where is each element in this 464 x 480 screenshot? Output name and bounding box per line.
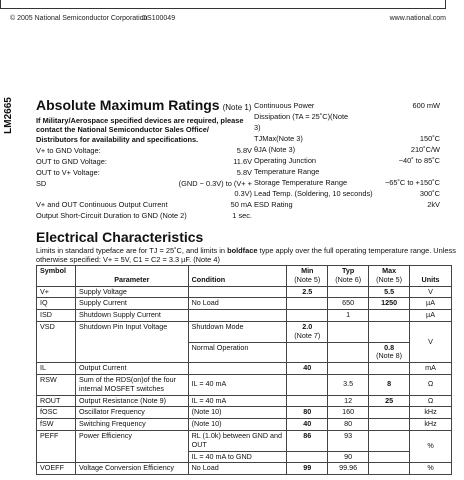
table-row: [37, 395, 452, 407]
amr-label: V+ to GND Voltage:: [36, 146, 101, 155]
cell-symbol: VOEFF: [37, 463, 76, 475]
cell-units: kHz: [410, 419, 452, 431]
amr-item: [36, 200, 252, 210]
cell-typ: [328, 286, 369, 298]
cell-min: [287, 298, 328, 310]
amr-value: 1 sec.: [232, 211, 252, 220]
amr-item: [254, 167, 440, 177]
electrical-characteristics-table: [36, 265, 452, 475]
cell-max: [369, 407, 410, 419]
cell-min: 2.5: [287, 286, 328, 298]
amr-right-list: [254, 101, 440, 213]
table-row: [37, 374, 452, 395]
amr-value: 2kV: [427, 200, 440, 209]
cell-min: 40: [287, 363, 328, 375]
amr-value: 11.6V: [233, 157, 252, 166]
cell-parameter: Output Resistance (Note 9): [75, 395, 188, 407]
cell-condition: Shutdown Mode: [188, 321, 287, 342]
amr-label: Lead Temp. (Soldering, 10 seconds): [254, 189, 373, 198]
amr-value: −65˚C to +150˚C: [384, 178, 440, 187]
cell-symbol: ROUT: [37, 395, 76, 407]
amr-item: [36, 179, 252, 189]
cell-symbol: fOSC: [37, 407, 76, 419]
cell-max: [369, 363, 410, 375]
cell-min: 40: [287, 419, 328, 431]
amr-title-note: (Note 1): [222, 103, 252, 112]
amr-item: [36, 168, 252, 178]
cell-condition: No Load: [188, 298, 287, 310]
amr-label: Dissipation (TA = 25˚C)(Note: [254, 112, 349, 121]
amr-item: [36, 211, 252, 221]
amr-label: Storage Temperature Range: [254, 178, 348, 187]
header-symbol: Symbol: [37, 266, 76, 287]
cell-typ: [328, 342, 369, 363]
copyright-text: © 2005 National Semiconductor Corporation: [10, 15, 148, 22]
cell-max: 8: [369, 374, 410, 395]
amr-item: [254, 156, 440, 166]
cell-typ: 3.5: [328, 374, 369, 395]
cell-min: [287, 310, 328, 322]
cell-condition: RL (1.0k) between GND and OUT: [188, 430, 287, 451]
cell-min: 2.0 (Note 7): [287, 321, 328, 342]
cell-typ: 90: [328, 451, 369, 463]
table-row: [37, 430, 452, 451]
cell-symbol: VSD: [37, 321, 76, 362]
cell-parameter: Shutdown Supply Current: [75, 310, 188, 322]
amr-left-list: [36, 146, 252, 221]
amr-label: OUT to GND Voltage:: [36, 157, 107, 166]
amr-value: 600 mW: [412, 101, 440, 110]
amr-item: [254, 178, 440, 188]
cell-units: Ω: [410, 374, 452, 395]
cell-min: [287, 451, 328, 463]
amr-item: [36, 146, 252, 156]
cell-typ: 99.96: [328, 463, 369, 475]
cell-min: [287, 374, 328, 395]
cell-max: [369, 321, 410, 342]
cell-max: [369, 310, 410, 322]
cell-min: 80: [287, 407, 328, 419]
amr-label: θJA (Note 3): [254, 145, 296, 154]
cell-units: V: [410, 321, 452, 362]
amr-label: Continuous Power: [254, 101, 315, 110]
cell-typ: 80: [328, 419, 369, 431]
header-parameter: Parameter: [75, 266, 188, 287]
cell-condition: [188, 286, 287, 298]
table-row: [37, 419, 452, 431]
cell-parameter: Voltage Conversion Efficiency: [75, 463, 188, 475]
cell-symbol: V+: [37, 286, 76, 298]
cell-max: 0.8 (Note 8): [369, 342, 410, 363]
cell-min: [287, 342, 328, 363]
amr-label: Temperature Range: [254, 167, 320, 176]
cell-parameter: Oscillator Frequency: [75, 407, 188, 419]
table-header-row: [37, 266, 452, 287]
table-row: [37, 286, 452, 298]
cell-condition: (Note 10): [188, 407, 287, 419]
cell-parameter: Supply Voltage: [75, 286, 188, 298]
cell-parameter: Output Current: [75, 363, 188, 375]
table-row: [37, 407, 452, 419]
cell-symbol: IL: [37, 363, 76, 375]
cell-parameter: Shutdown Pin Input Voltage: [75, 321, 188, 362]
cell-condition: No Load: [188, 463, 287, 475]
ec-intro-part-2: type apply over the full operating temperature range. Unless otherwise specified: V+ = 5V, C1 = C2 = 3.3 µF. (Note 4): [36, 246, 456, 265]
amr-value: 210˚C/W: [410, 145, 440, 154]
part-number-tab: LM2665: [2, 97, 14, 134]
ec-intro: [36, 246, 456, 265]
cell-units: µA: [410, 310, 452, 322]
cell-condition: IL = 40 mA: [188, 374, 287, 395]
ec-intro-bold: boldface: [227, 246, 258, 255]
cell-units: mA: [410, 363, 452, 375]
amr-value: 5.8V: [236, 168, 252, 177]
cell-max: 5.5: [369, 286, 410, 298]
header-min: Min (Note 5): [287, 266, 328, 287]
cell-max: 25: [369, 395, 410, 407]
cell-units: kHz: [410, 407, 452, 419]
header-units: Units: [410, 266, 452, 287]
cell-units: Ω: [410, 395, 452, 407]
cell-typ: [328, 321, 369, 342]
cell-symbol: RSW: [37, 374, 76, 395]
amr-value: −40˚ to 85˚C: [398, 156, 440, 165]
cell-typ: 650: [328, 298, 369, 310]
header-max: Max (Note 5): [369, 266, 410, 287]
amr-item: [36, 157, 252, 167]
table-row: [37, 321, 452, 342]
amr-label: V+ and OUT Continuous Output Current: [36, 200, 168, 209]
amr-item: [254, 200, 440, 210]
cell-units: %: [410, 463, 452, 475]
cell-max: [369, 419, 410, 431]
amr-label: Output Short-Circuit Duration to GND (Note 2): [36, 211, 187, 220]
amr-label: 3): [254, 123, 261, 132]
website-link[interactable]: www.national.com: [389, 15, 446, 22]
cell-parameter: Supply Current: [75, 298, 188, 310]
amr-title: Absolute Maximum Ratings: [36, 97, 220, 113]
amr-value: 50 mA: [230, 200, 252, 209]
cell-symbol: ISD: [37, 310, 76, 322]
amr-value: 300˚C: [419, 189, 440, 198]
cell-units: V: [410, 286, 452, 298]
cell-max: [369, 463, 410, 475]
cell-parameter: Sum of the RDS(on)of the four internal MOSFET switches: [75, 374, 188, 395]
cell-condition: IL = 40 mA to GND: [188, 451, 287, 463]
cell-units: µA: [410, 298, 452, 310]
cell-min: 99: [287, 463, 328, 475]
amr-value: (GND − 0.3V) to (V+ +: [178, 179, 252, 188]
header-condition: Condition: [188, 266, 287, 287]
table-row: [37, 463, 452, 475]
cell-condition: [188, 310, 287, 322]
cell-typ: 1: [328, 310, 369, 322]
cell-typ: [328, 363, 369, 375]
amr-heading: [36, 97, 252, 113]
amr-item: [254, 145, 440, 155]
amr-label: Operating Junction: [254, 156, 317, 165]
amr-value: 5.8V: [236, 146, 252, 155]
cell-condition: IL = 40 mA: [188, 395, 287, 407]
amr-item: [254, 123, 440, 133]
amr-item: [254, 101, 440, 111]
cell-condition: [188, 363, 287, 375]
amr-label: TJMax(Note 3): [254, 134, 303, 143]
cell-min: [287, 395, 328, 407]
cell-parameter: Power Efficiency: [75, 430, 188, 462]
cell-symbol: fSW: [37, 419, 76, 431]
cell-max: [369, 430, 410, 451]
cell-units: %: [410, 430, 452, 462]
cell-max: [369, 451, 410, 463]
header-typ: Typ (Note 6): [328, 266, 369, 287]
cell-typ: 93: [328, 430, 369, 451]
amr-label: SD: [36, 179, 47, 188]
cell-condition: Normal Operation: [188, 342, 287, 363]
amr-item: [254, 112, 440, 122]
table-row: [37, 363, 452, 375]
amr-label: ESD Rating: [254, 200, 293, 209]
cell-parameter: Switching Frequency: [75, 419, 188, 431]
amr-value: 150˚C: [419, 134, 440, 143]
amr-item: [254, 134, 440, 144]
previous-page-frame: [0, 0, 446, 9]
amr-item: [254, 189, 440, 199]
amr-label: OUT to V+ Voltage:: [36, 168, 100, 177]
cell-symbol: IQ: [37, 298, 76, 310]
cell-typ: 12: [328, 395, 369, 407]
cell-typ: 160: [328, 407, 369, 419]
table-row: [37, 310, 452, 322]
amr-intro: If Military/Aerospace specified devices are required, please contact the National Semiconductor Sales Office/ Distributors for availability and specifications.: [36, 116, 244, 144]
table-row: [37, 298, 452, 310]
cell-min: 86: [287, 430, 328, 451]
cell-symbol: PEFF: [37, 430, 76, 462]
ec-title: Electrical Characteristics: [36, 229, 204, 245]
cell-max: 1250: [369, 298, 410, 310]
document-id: DS100049: [142, 15, 176, 22]
cell-condition: (Note 10): [188, 419, 287, 431]
amr-value: 0.3V): [234, 189, 252, 198]
ec-intro-part-1: Limits in standard typeface are for TJ = 25˚C, and limits in: [36, 246, 228, 255]
amr-item: [36, 189, 252, 199]
